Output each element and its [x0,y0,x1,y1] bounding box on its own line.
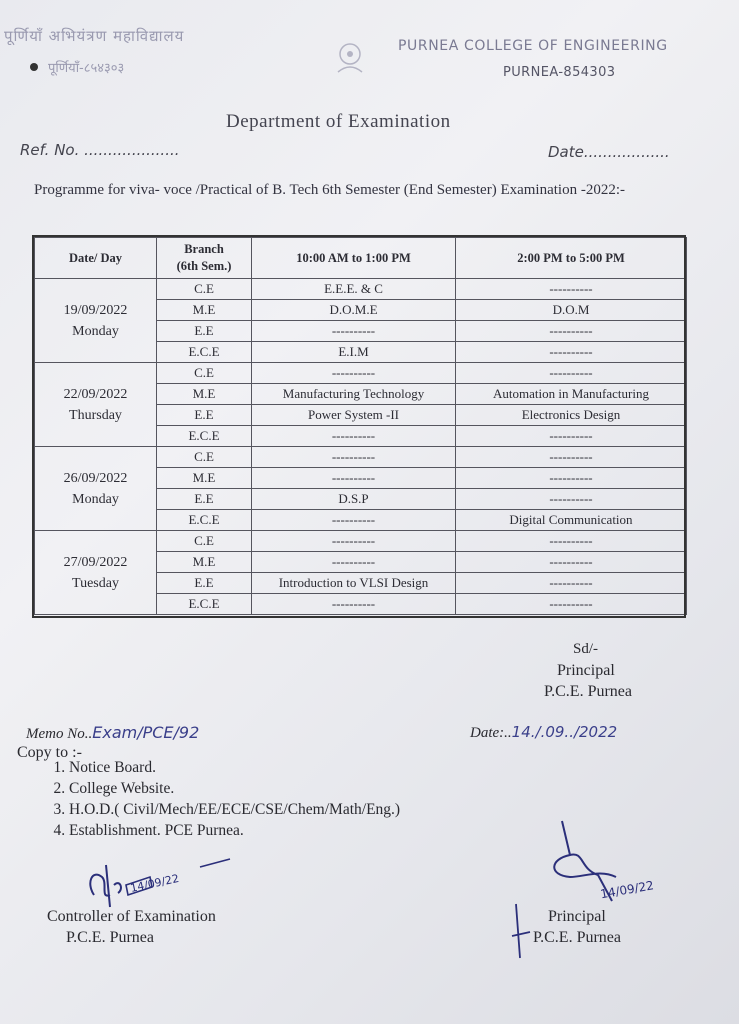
header-slot-afternoon: 2:00 PM to 5:00 PM [456,238,687,279]
header-branch-line2: (6th Sem.) [176,259,232,273]
slot1-cell: ---------- [252,468,456,489]
date-day-cell [35,279,157,363]
exam-date: 22/09/2022 [63,386,128,402]
exam-schedule-table [34,237,687,615]
header-date-day: Date/ Day [35,238,157,279]
principal-title-bottom: Principal [548,908,606,925]
exam-date: 19/09/2022 [63,302,128,318]
slot1-cell: ---------- [252,510,456,531]
initial-mark [510,902,534,960]
branch-cell: E.C.E [157,510,252,531]
exam-date: 27/09/2022 [63,554,128,570]
slot2-cell: Automation in Manufacturing [456,384,687,405]
programme-description: Programme for viva- voce /Practical of B. Tech 6th Semester (End Semester) Examination -2022:- [34,182,625,198]
principal-title-top: Principal [557,662,615,679]
slot2-cell: ---------- [456,552,687,573]
date-day-cell [35,363,157,447]
slot2-cell: Electronics Design [456,405,687,426]
branch-cell: C.E [157,531,252,552]
date-day-cell [35,531,157,615]
slot2-cell: ---------- [456,468,687,489]
sd-mark: Sd/- [573,641,599,657]
branch-cell: E.C.E [157,342,252,363]
list-item: 2. College Website. [69,778,400,799]
table-header-row [35,238,687,279]
memo-line [26,723,199,743]
table-row [35,531,687,552]
slot2-cell: ---------- [456,531,687,552]
branch-cell: E.E [157,405,252,426]
exam-day: Tuesday [72,575,119,591]
controller-place: P.C.E. Purnea [66,929,154,946]
slot1-cell: ---------- [252,321,456,342]
bullet-dot [30,63,38,71]
memo-date [470,723,617,742]
table-row [35,363,687,384]
slot1-cell: D.O.M.E [252,300,456,321]
slot2-cell: ---------- [456,363,687,384]
slot2-cell: ---------- [456,594,687,615]
slot2-cell: ---------- [456,447,687,468]
slot1-cell: E.I.M [252,342,456,363]
slot2-cell: ---------- [456,573,687,594]
slot2-cell: Digital Communication [456,510,687,531]
branch-cell: C.E [157,363,252,384]
slot2-cell: ---------- [456,342,687,363]
exam-day: Thursday [69,407,122,423]
branch-cell: M.E [157,300,252,321]
list-item: 4. Establishment. PCE Purnea. [69,820,400,841]
slot2-cell: ---------- [456,321,687,342]
controller-sign-date: 14/09/22 [129,871,181,895]
department-title: Department of Examination [226,111,451,132]
exam-day: Monday [72,491,119,507]
principal-signature [540,815,680,915]
branch-cell: C.E [157,447,252,468]
slot1-cell: ---------- [252,426,456,447]
slot1-cell: E.E.E. & C [252,279,456,300]
controller-signature [80,855,240,915]
slot1-cell: Introduction to VLSI Design [252,573,456,594]
list-item: 1. Notice Board. [69,757,400,778]
memo-date-value: 14./.09../2022 [511,723,618,741]
slot2-cell: ---------- [456,279,687,300]
slot1-cell: ---------- [252,447,456,468]
hindi-college-name: पूर्णियाँ अभियंत्रण महाविद्यालय [4,27,185,45]
slot1-cell: D.S.P [252,489,456,510]
slot1-cell: ---------- [252,594,456,615]
hindi-place: पूर्णियाँ-८५४३०३ [48,61,125,76]
header-date: Date.................. [548,143,670,161]
slot1-cell: ---------- [252,552,456,573]
table-row [35,279,687,300]
controller-title: Controller of Examination [47,908,216,925]
copy-to-list [27,757,400,841]
exam-date: 26/09/2022 [63,470,128,486]
branch-cell: E.E [157,489,252,510]
branch-cell: M.E [157,552,252,573]
slot1-cell: ---------- [252,531,456,552]
branch-cell: E.C.E [157,426,252,447]
slot2-cell: ---------- [456,489,687,510]
memo-label: Memo No.. [26,726,93,742]
slot2-cell: ---------- [456,426,687,447]
branch-cell: C.E [157,279,252,300]
ref-number: Ref. No. .................... [20,141,180,159]
principal-sign-date: 14/09/22 [599,878,655,902]
principal-place-top: P.C.E. Purnea [544,683,632,700]
college-pin: PURNEA-854303 [503,65,616,80]
college-name: PURNEA COLLEGE OF ENGINEERING [398,38,668,54]
branch-cell: E.C.E [157,594,252,615]
college-emblem-icon [328,38,372,80]
slot1-cell: Power System -II [252,405,456,426]
table-row [35,447,687,468]
branch-cell: E.E [157,573,252,594]
branch-cell: M.E [157,384,252,405]
slot1-cell: ---------- [252,363,456,384]
copy-to-label: Copy to :- [17,744,82,761]
header-slot-morning: 10:00 AM to 1:00 PM [252,238,456,279]
slot2-cell: D.O.M [456,300,687,321]
branch-cell: E.E [157,321,252,342]
table-body [35,279,687,615]
list-item: 3. H.O.D.( Civil/Mech/EE/ECE/CSE/Chem/Math/Eng.) [69,799,400,820]
memo-date-label: Date:.. [470,725,512,741]
principal-place-bottom: P.C.E. Purnea [533,929,621,946]
header-branch [157,238,252,279]
memo-number: Exam/PCE/92 [92,723,200,742]
branch-cell: M.E [157,468,252,489]
slot1-cell: Manufacturing Technology [252,384,456,405]
header-branch-line1: Branch [184,242,224,256]
exam-day: Monday [72,323,119,339]
date-day-cell [35,447,157,531]
